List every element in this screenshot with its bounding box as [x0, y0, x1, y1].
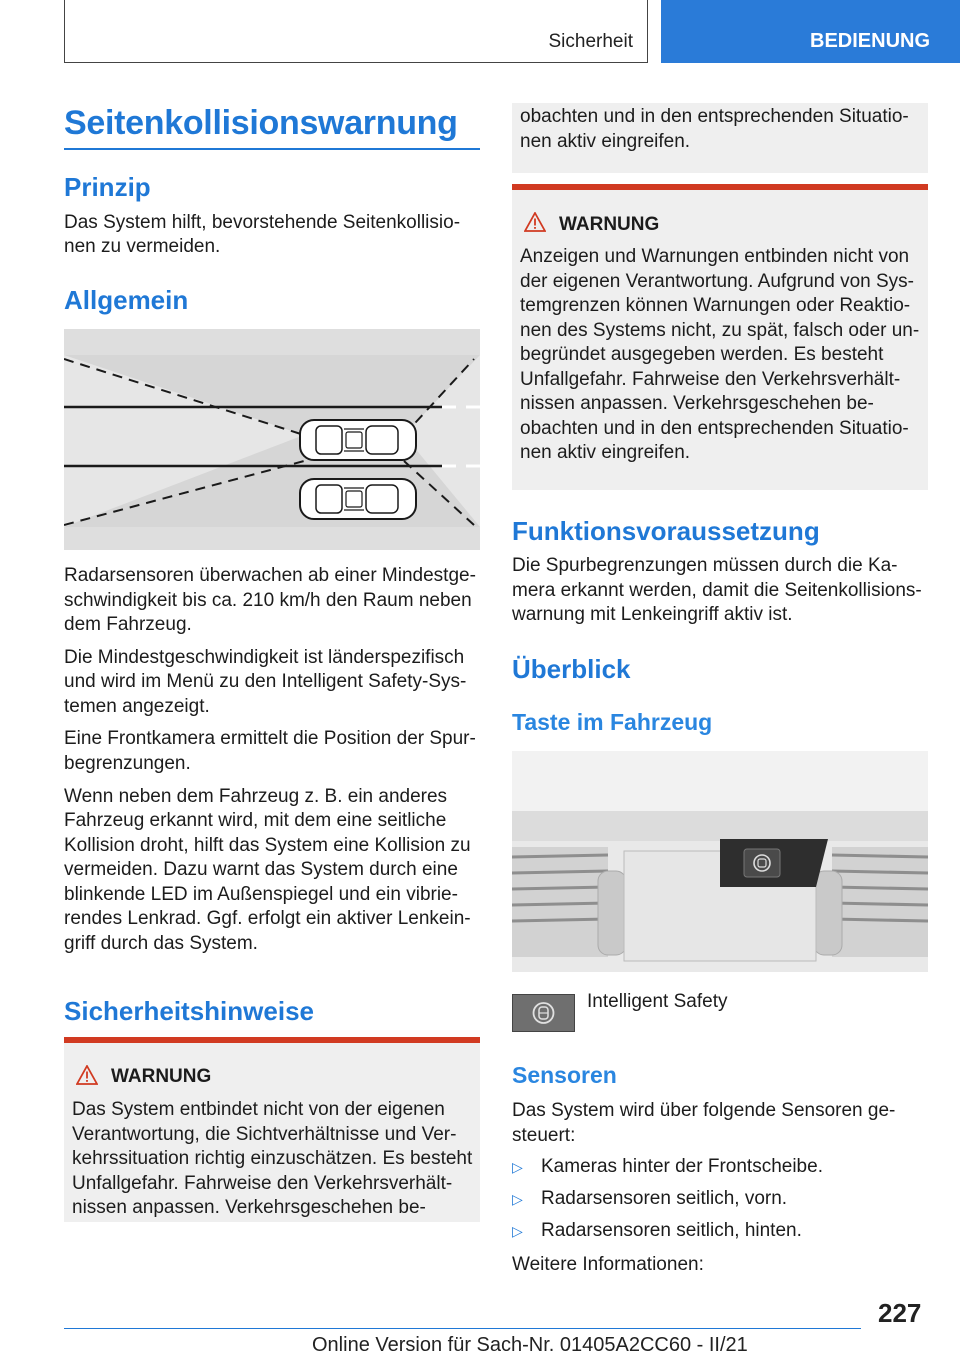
warning-line-9: nen aktiv eingreifen. [520, 442, 691, 463]
para-3-line-2: begrenzungen. [64, 753, 191, 774]
safety-shield-icon [513, 995, 574, 1031]
warning-line-5: begründet ausgegeben werden. Es besteht [520, 344, 884, 365]
bullet-triangle-icon: ▷ [512, 1223, 523, 1239]
warning-line-5: nissen anpassen. Verkehrsgeschehen be- [72, 1197, 426, 1218]
warning-bar [64, 1037, 480, 1043]
header-section-box [64, 0, 648, 63]
side-collision-diagram [64, 329, 480, 550]
warning-box-right [512, 184, 928, 490]
header-chapter-tab[interactable] [661, 0, 960, 63]
cont-line-1: obachten und in den entsprechenden Situatio- [520, 106, 909, 127]
para-1-line-1: Radarsensoren überwachen ab einer Mindestge- [64, 565, 476, 586]
warning-line-4: Unfallgefahr. Fahrweise den Verkehrsverhält- [72, 1173, 453, 1194]
warning-line-1: Anzeigen und Warnungen entbinden nicht von [520, 246, 910, 267]
page-title: Seitenkollisionswarnung [64, 104, 458, 142]
page-number: 227 [878, 1298, 922, 1328]
heading-prinzip: Prinzip [64, 172, 151, 202]
warning-line-7: nissen anpassen. Verkehrsgeschehen be- [520, 393, 874, 414]
header-chapter-label: BEDIENUNG [810, 30, 931, 52]
warning-triangle-icon [76, 1065, 98, 1085]
prinzip-line-1: Das System hilft, bevorstehende Seitenkollisio- [64, 212, 461, 233]
warning-label: WARNUNG [559, 214, 660, 235]
sensoren-line-1: Das System wird über folgende Sensoren ge- [512, 1100, 896, 1121]
heading-sensoren: Sensoren [512, 1062, 617, 1088]
para-1-line-3: dem Fahrzeug. [64, 614, 192, 635]
para-4-line-1: Wenn neben dem Fahrzeug z. B. ein anderes [64, 786, 448, 807]
footer-online-version: Online Version für Sach-Nr. 01405A2CC60 - II/21 [312, 1334, 748, 1356]
para-4-line-7: griff durch das System. [64, 933, 258, 954]
car-top-icon [300, 420, 416, 460]
funktion-line-2: mera erkannt werden, damit die Seitenkollisions- [512, 580, 922, 601]
para-2-line-2: und wird im Menü zu den Intelligent Safety-Sys- [64, 671, 467, 692]
para-4-line-6: rendes Lenkrad. Ggf. erfolgt ein aktiver Lenkein- [64, 908, 471, 929]
para-4-line-2: Fahrzeug erkannt wird, mit dem eine seitliche [64, 810, 447, 831]
dashboard-vents-illustration [512, 751, 928, 972]
para-4-line-3: Kollision droht, hilft das System eine Kollision zu [64, 835, 471, 856]
prinzip-line-2: nen zu vermeiden. [64, 236, 221, 257]
warning-continuation [512, 103, 928, 173]
heading-funktionsvoraussetzung: Funktionsvoraussetzung [512, 516, 820, 546]
para-1-line-2: schwindigkeit bis ca. 210 km/h den Raum neben [64, 590, 472, 611]
title-rule [64, 148, 480, 150]
funktion-line-1: Die Spurbegrenzungen müssen durch die Ka- [512, 555, 898, 576]
warning-line-6: Unfallgefahr. Fahrweise den Verkehrsverhält- [520, 369, 901, 390]
weitere-informationen: Weitere Informationen: [512, 1254, 704, 1275]
para-2-line-3: temen angezeigt. [64, 696, 210, 717]
footer-rule [64, 1328, 861, 1329]
warning-line-3: kehrssituation richtig einzuschätzen. Es besteht [72, 1148, 473, 1169]
heading-ueberblick: Überblick [512, 654, 631, 684]
para-2-line-1: Die Mindestgeschwindigkeit ist länderspezifisch [64, 647, 465, 668]
heading-allgemein: Allgemein [64, 285, 189, 315]
bullet-triangle-icon: ▷ [512, 1191, 523, 1207]
heading-taste-im-fahrzeug: Taste im Fahrzeug [512, 709, 713, 735]
cont-line-2: nen aktiv eingreifen. [520, 131, 691, 152]
warning-triangle-icon [524, 212, 546, 232]
warning-line-2: Verantwortung, die Sichtverhältnisse und Ver- [72, 1124, 457, 1145]
header-section-title: Sicherheit [548, 31, 633, 52]
warning-line-4: nen des Systems nicht, zu spät, falsch oder un- [520, 320, 920, 341]
warning-line-1: Das System entbindet nicht von der eigenen [72, 1099, 445, 1120]
funktion-line-3: warnung mit Lenkeingriff aktiv ist. [512, 604, 793, 625]
warning-label: WARNUNG [111, 1066, 212, 1087]
road-lanes-illustration [64, 329, 480, 550]
warning-box-left [64, 1037, 480, 1222]
sensoren-line-2: steuert: [512, 1125, 576, 1146]
dashboard-button-photo [512, 751, 928, 972]
warning-line-8: obachten und in den entsprechenden Situatio- [520, 418, 909, 439]
bullet-triangle-icon: ▷ [512, 1159, 523, 1175]
intelligent-safety-button-icon[interactable] [512, 994, 575, 1032]
para-4-line-5: blinkende LED im Außenspiegel und ein vibrie- [64, 884, 458, 905]
car-bottom-icon [300, 479, 416, 519]
intelligent-safety-label: Intelligent Safety [587, 991, 728, 1012]
warning-line-2: der eigenen Verantwortung. Aufgrund von Sys- [520, 271, 914, 292]
para-4-line-4: vermeiden. Dazu warnt das System durch eine [64, 859, 458, 880]
warning-bar [512, 184, 928, 190]
warning-line-3: temgrenzen können Warnungen oder Reaktio- [520, 295, 911, 316]
heading-sicherheitshinweise: Sicherheitshinweise [64, 996, 314, 1026]
para-3-line-1: Eine Frontkamera ermittelt die Position der Spur- [64, 728, 476, 749]
